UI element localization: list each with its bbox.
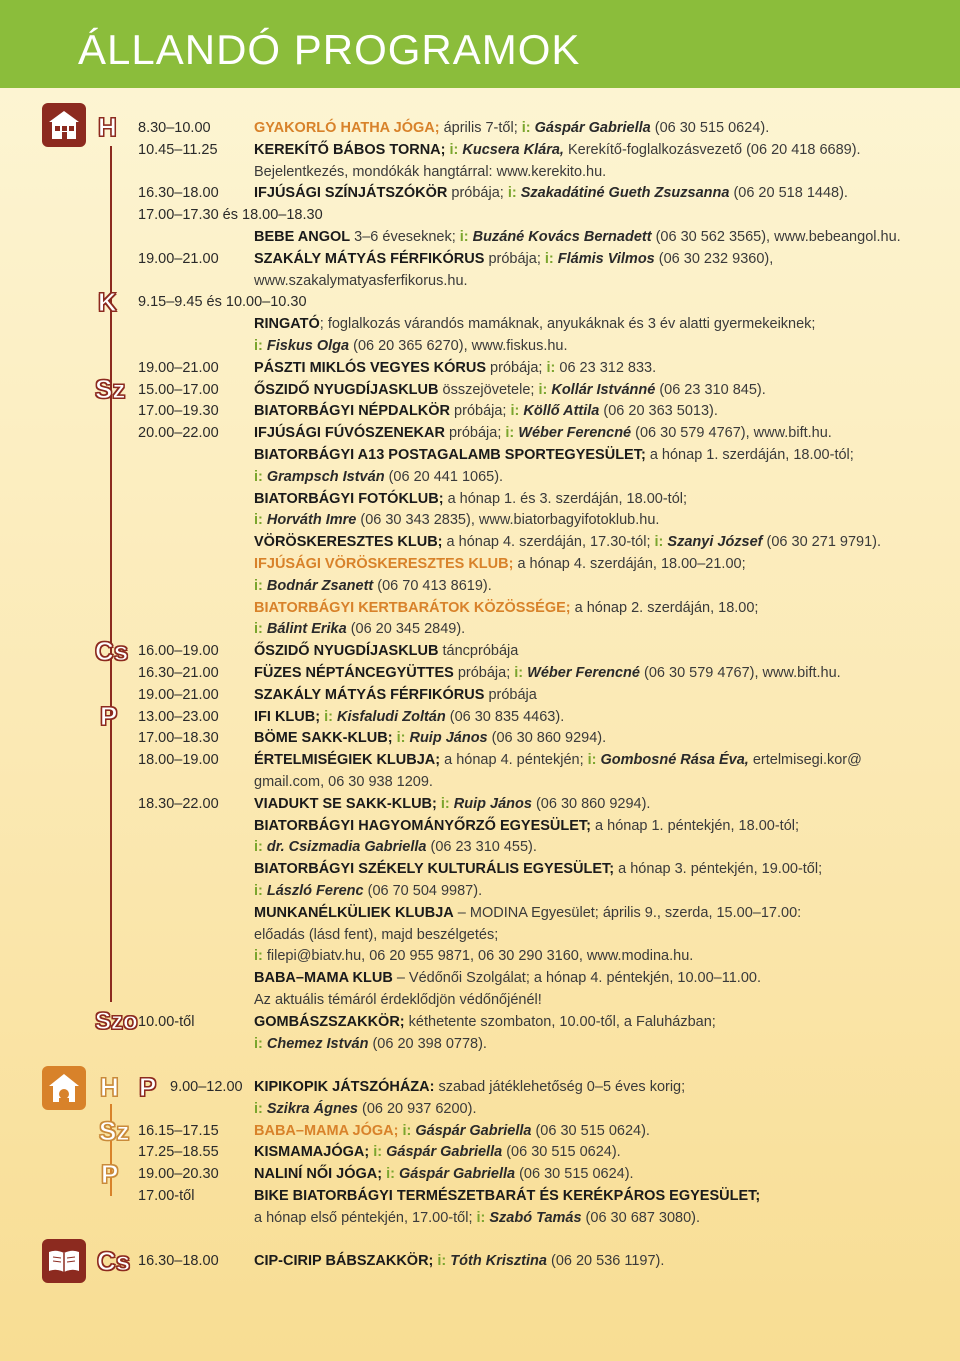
contact-name: Gáspár Gabriella bbox=[534, 120, 651, 136]
program-details: próbája; bbox=[484, 250, 545, 267]
info-icon: i: bbox=[654, 534, 664, 551]
program-title: GOMBÁSZSZAKKÖR; bbox=[254, 1013, 405, 1030]
program-details: kéthetente szombaton, 10.00-től, a Faluházban; bbox=[404, 1013, 716, 1030]
program-details: – MODINA Egyesület; április 9., szerda, 15.00–17.00: bbox=[453, 904, 802, 921]
page-header bbox=[0, 0, 960, 88]
program-entry bbox=[254, 490, 687, 508]
program-entry bbox=[254, 1013, 716, 1031]
program-entry bbox=[254, 163, 606, 181]
info-icon: i: bbox=[505, 425, 515, 442]
program-details: a hónap 3. péntekjén, 19.00-től; bbox=[614, 861, 823, 878]
day-label-saturday: Szo bbox=[95, 1008, 138, 1035]
contact-details: (06 30 271 9791). bbox=[762, 534, 882, 551]
contact-name: Buzáné Kovács Bernadett bbox=[472, 229, 652, 245]
program-entry bbox=[254, 991, 542, 1009]
open-book-icon bbox=[42, 1239, 86, 1283]
section-divider-line bbox=[110, 146, 112, 1002]
program-title: IFI KLUB; bbox=[254, 708, 321, 725]
program-entry bbox=[254, 860, 822, 878]
program-entry bbox=[254, 533, 881, 551]
contact-name: Szikra Ágnes bbox=[266, 1100, 358, 1117]
contact-name: Szakadátiné Gueth Zsuzsanna bbox=[520, 185, 730, 202]
info-icon: i: bbox=[396, 730, 406, 747]
program-title: IFJÚSÁGI SZÍNJÁTSZÓKÖR bbox=[254, 185, 448, 202]
program-entry bbox=[254, 751, 862, 769]
contact-details: (06 30 515 0624). bbox=[515, 1166, 634, 1183]
program-entry bbox=[254, 729, 606, 747]
program-title: SZAKÁLY MÁTYÁS FÉRFIKÓRUS bbox=[254, 250, 485, 267]
program-time: 9.15–9.45 és 10.00–10.30 bbox=[138, 294, 307, 311]
program-title: IFJÚSÁGI VÖRÖSKERESZTES KLUB; bbox=[254, 556, 514, 572]
contact-details: (06 30 579 4767), www.bift.hu. bbox=[639, 665, 841, 681]
contact-details: (06 70 504 9987). bbox=[363, 883, 483, 899]
program-details: próbája; bbox=[450, 403, 511, 420]
program-entry bbox=[254, 1100, 476, 1118]
program-entry bbox=[254, 708, 564, 726]
info-icon: i: bbox=[546, 359, 556, 376]
program-entry bbox=[254, 315, 815, 333]
program-details: szabad játéklehetőség 0–5 éves korig; bbox=[434, 1079, 686, 1095]
program-entry bbox=[254, 947, 693, 965]
contact-details: (06 30 232 9360), bbox=[654, 250, 774, 267]
program-entry bbox=[254, 686, 537, 704]
program-entry bbox=[254, 599, 758, 617]
program-time: 19.00–21.00 bbox=[138, 686, 219, 703]
program-entry bbox=[254, 511, 659, 529]
program-entry bbox=[254, 402, 718, 420]
info-icon: i: bbox=[587, 752, 597, 769]
info-icon: i: bbox=[254, 338, 263, 354]
contact-name: Gáspár Gabriella bbox=[386, 1144, 503, 1161]
contact-name: Chemez István bbox=[266, 1035, 369, 1052]
program-entry bbox=[254, 1165, 634, 1183]
contact-name: Szanyi József bbox=[667, 534, 763, 551]
contact-details: (06 23 310 845). bbox=[655, 381, 766, 398]
program-entry bbox=[254, 773, 433, 791]
program-title: CIP-CIRIP BÁBSZAKKÖR; bbox=[254, 1253, 434, 1269]
program-entry bbox=[254, 795, 650, 813]
program-details: ; foglalkozás várandós mamáknak, anyukáknak és 3 év alatti gyermekeiknek; bbox=[319, 316, 816, 333]
program-time: 16.30–18.00 bbox=[138, 185, 219, 202]
info-icon: i: bbox=[440, 795, 450, 812]
program-entry bbox=[254, 1252, 664, 1270]
program-title: FÜZES NÉPTÁNCEGYÜTTES bbox=[254, 665, 454, 681]
contact-name: Wéber Ferencné bbox=[527, 665, 640, 681]
program-title: ÉRTELMISÉGIEK KLUBJA; bbox=[254, 752, 441, 769]
program-time: 17.00–19.30 bbox=[138, 403, 219, 420]
program-entry bbox=[254, 577, 492, 595]
program-details: gmail.com, 06 30 938 1209. bbox=[254, 774, 433, 790]
program-time: 16.30–18.00 bbox=[138, 1253, 219, 1269]
program-details: www.szakalymatyasferfikorus.hu. bbox=[254, 272, 468, 289]
info-icon: i: bbox=[254, 468, 263, 485]
program-entry bbox=[254, 468, 503, 486]
program-title: ŐSZIDŐ NYUGDÍJASKLUB bbox=[254, 381, 439, 398]
day-label-thursday: Cs bbox=[95, 636, 129, 666]
program-details: a hónap első péntekjén, 17.00-től; bbox=[254, 1209, 477, 1226]
program-time: 16.00–19.00 bbox=[138, 643, 219, 660]
info-icon: i: bbox=[402, 1122, 412, 1139]
info-icon: i: bbox=[254, 577, 263, 594]
day-label-monday: H bbox=[98, 112, 117, 142]
program-details: előadás (lásd fent), majd beszélgetés; bbox=[254, 926, 499, 943]
contact-name: Kucsera Klára, bbox=[462, 141, 564, 158]
program-time: 13.00–23.00 bbox=[138, 708, 219, 725]
program-entry bbox=[254, 1209, 700, 1227]
info-icon: i: bbox=[514, 665, 524, 681]
contact-name: dr. Csizmadia Gabriella bbox=[266, 839, 427, 856]
contact-name: Fiskus Olga bbox=[266, 338, 350, 354]
program-time: 17.00-től bbox=[138, 1188, 195, 1204]
program-title: NALINÍ NŐI JÓGA; bbox=[254, 1166, 383, 1183]
program-title: BIATORBÁGYI KERTBARÁTOK KÖZÖSSÉGE; bbox=[254, 599, 571, 616]
program-details: 3–6 éveseknek; bbox=[350, 229, 460, 245]
program-time: 16.30–21.00 bbox=[138, 665, 219, 681]
program-title: MUNKANÉLKÜLIEK KLUBJA bbox=[254, 904, 454, 921]
program-entry bbox=[254, 904, 801, 922]
contact-details: (06 30 835 4463). bbox=[445, 708, 565, 725]
program-title: BIATORBÁGYI HAGYOMÁNYŐRZŐ EGYESÜLET; bbox=[254, 817, 592, 834]
contact-details: (06 20 518 1448). bbox=[729, 185, 848, 202]
program-entry bbox=[254, 272, 468, 290]
program-details: próbája bbox=[484, 686, 537, 703]
contact-details: (06 23 310 455). bbox=[426, 839, 537, 856]
info-icon: i: bbox=[459, 229, 469, 245]
day-label-tuesday: K bbox=[98, 287, 117, 317]
contact-details: (06 20 937 6200). bbox=[357, 1100, 477, 1117]
contact-details: (06 20 345 2849). bbox=[346, 621, 466, 638]
contact-name: Gombosné Rása Éva, bbox=[600, 752, 749, 769]
contact-name: Gáspár Gabriella bbox=[399, 1166, 516, 1183]
contact-details: (06 30 579 4767), www.bift.hu. bbox=[631, 425, 832, 442]
program-title: BIKE BIATORBÁGYI TERMÉSZETBARÁT ÉS KERÉKPÁROS EGYESÜLET; bbox=[254, 1188, 761, 1204]
program-entry bbox=[254, 838, 537, 856]
contact-details: (06 30 860 9294). bbox=[531, 795, 651, 812]
contact-details: 06 23 312 833. bbox=[559, 359, 657, 376]
info-icon: i: bbox=[476, 1209, 486, 1226]
program-entry bbox=[254, 1122, 650, 1140]
house-icon bbox=[42, 103, 86, 147]
day-label-friday: P bbox=[101, 1159, 119, 1189]
program-details: táncpróbája bbox=[438, 643, 519, 660]
day-label-thursday: Cs bbox=[97, 1246, 131, 1276]
contact-name: László Ferenc bbox=[266, 883, 364, 899]
contact-details: (06 30 515 0624). bbox=[502, 1144, 621, 1161]
contact-details: (06 20 363 5013). bbox=[599, 403, 718, 420]
program-details: a hónap 1. szerdáján, 18.00-tól; bbox=[645, 447, 854, 463]
program-details: próbája; bbox=[453, 665, 515, 681]
contact-name: Wéber Ferencné bbox=[518, 425, 632, 442]
program-entry bbox=[254, 1078, 685, 1096]
program-entry bbox=[254, 1187, 760, 1205]
program-details: a hónap 2. szerdáján, 18.00; bbox=[570, 599, 759, 616]
page-title: ÁLLANDÓ PROGRAMOK bbox=[78, 26, 581, 73]
program-time: 18.00–19.00 bbox=[138, 752, 219, 769]
program-entry bbox=[254, 250, 773, 268]
program-entry bbox=[254, 882, 482, 900]
program-time: 15.00–17.00 bbox=[138, 381, 219, 398]
program-entry bbox=[254, 555, 746, 573]
program-time: 17.00–18.30 bbox=[138, 730, 219, 747]
program-details: a hónap 4. péntekjén; bbox=[440, 752, 588, 769]
program-details: próbája; bbox=[447, 185, 508, 202]
contact-name: Flámis Vilmos bbox=[557, 250, 655, 267]
program-entry bbox=[254, 119, 769, 137]
program-entry bbox=[254, 926, 498, 944]
contact-name: Köllő Attila bbox=[523, 403, 600, 420]
program-details: összejövetele; bbox=[438, 381, 539, 398]
program-entry bbox=[254, 1143, 621, 1161]
day-label-friday: P bbox=[139, 1072, 157, 1102]
info-icon: i: bbox=[373, 1144, 383, 1161]
info-icon: i: bbox=[324, 708, 333, 725]
program-details: Bejelentkezés, mondókák hangtárral: www.kerekito.hu. bbox=[254, 163, 607, 180]
program-details: április 7-től; bbox=[439, 120, 522, 136]
info-icon: i: bbox=[254, 621, 263, 638]
program-title: PÁSZTI MIKLÓS VEGYES KÓRUS bbox=[254, 359, 487, 376]
info-icon: i: bbox=[437, 1253, 447, 1269]
program-entry bbox=[254, 141, 861, 159]
program-title: IFJÚSÁGI FÚVÓSZENEKAR bbox=[254, 425, 445, 442]
info-icon: i: bbox=[254, 839, 263, 856]
program-title: BABA–MAMA KLUB bbox=[254, 970, 393, 987]
program-title: BIATORBÁGYI SZÉKELY KULTURÁLIS EGYESÜLET; bbox=[254, 861, 615, 878]
contact-details: (06 20 365 6270), www.fiskus.hu. bbox=[349, 338, 568, 354]
program-entry bbox=[254, 337, 568, 355]
info-icon: i: bbox=[449, 141, 459, 158]
playground-house-icon bbox=[42, 1066, 86, 1110]
program-title: KEREKÍTŐ BÁBOS TORNA; bbox=[254, 141, 446, 158]
program-details: a hónap 1. péntekjén, 18.00-tól; bbox=[591, 817, 800, 834]
program-details: próbája; bbox=[444, 425, 506, 442]
program-entry bbox=[254, 359, 656, 377]
program-entry bbox=[254, 228, 901, 246]
contact-name: Tóth Krisztina bbox=[450, 1253, 547, 1269]
contact-details: (06 70 413 8619). bbox=[373, 577, 492, 594]
program-details: a hónap 4. szerdáján, 18.00–21.00; bbox=[513, 556, 746, 572]
program-entry bbox=[254, 642, 518, 660]
info-icon: i: bbox=[254, 883, 263, 899]
contact-name: Kisfaludi Zoltán bbox=[336, 708, 446, 725]
day-label-friday: P bbox=[100, 701, 118, 731]
contact-name: Ruip János bbox=[453, 795, 532, 812]
info-icon: i: bbox=[254, 948, 263, 965]
contact-details: (06 30 515 0624). bbox=[650, 120, 770, 136]
contact-name: Gáspár Gabriella bbox=[415, 1122, 532, 1139]
contact-name: Ruip János bbox=[409, 730, 488, 747]
contact-name: Bodnár Zsanett bbox=[266, 577, 374, 594]
info-icon: i: bbox=[254, 512, 263, 529]
program-title: KISMAMAJÓGA; bbox=[254, 1144, 370, 1161]
program-entry bbox=[254, 969, 761, 987]
program-entry bbox=[254, 620, 465, 638]
program-time: 9.00–12.00 bbox=[170, 1079, 243, 1095]
program-entry bbox=[254, 817, 799, 835]
contact-details: (06 20 398 0778). bbox=[368, 1035, 487, 1052]
contact-name: Bálint Erika bbox=[266, 621, 347, 638]
program-time: 18.30–22.00 bbox=[138, 795, 219, 812]
program-details: a hónap 1. és 3. szerdáján, 18.00-tól; bbox=[443, 490, 688, 507]
program-entry bbox=[254, 424, 832, 442]
program-details: próbája; bbox=[486, 359, 547, 376]
info-icon: i: bbox=[510, 403, 520, 420]
contact-details: (06 30 515 0624). bbox=[531, 1122, 650, 1139]
program-entry bbox=[254, 1035, 487, 1053]
program-title: ŐSZIDŐ NYUGDÍJASKLUB bbox=[254, 643, 439, 660]
program-title: KIPIKOPIK JÁTSZÓHÁZA: bbox=[254, 1079, 435, 1095]
program-details: – Védőnői Szolgálat; a hónap 4. péntekjén, 10.00–11.00. bbox=[392, 970, 761, 987]
contact-name: Szabó Tamás bbox=[489, 1209, 582, 1226]
program-details: Az aktuális témáról érdeklődjön védőnőjénél! bbox=[254, 992, 542, 1008]
program-title: BIATORBÁGYI NÉPDALKÖR bbox=[254, 403, 451, 420]
info-icon: i: bbox=[538, 381, 548, 398]
contact-name: Kollár Istvánné bbox=[551, 381, 656, 398]
day-label-monday: H bbox=[100, 1072, 119, 1102]
program-title: RINGATÓ bbox=[254, 316, 320, 333]
program-title: BEBE ANGOL bbox=[254, 229, 351, 245]
program-time: 19.00–20.30 bbox=[138, 1166, 219, 1183]
program-entry bbox=[254, 664, 841, 682]
program-time: 20.00–22.00 bbox=[138, 425, 219, 442]
info-icon: i: bbox=[521, 120, 531, 136]
info-icon: i: bbox=[254, 1100, 263, 1117]
contact-details: (06 30 343 2835), www.biatorbagyifotoklub.hu. bbox=[356, 512, 660, 529]
program-entry bbox=[254, 184, 848, 202]
program-title: VIADUKT SE SAKK-KLUB; bbox=[254, 795, 437, 812]
program-time: 10.45–11.25 bbox=[138, 141, 218, 158]
contact-details: (06 30 687 3080). bbox=[581, 1209, 701, 1226]
program-time: 16.15–17.15 bbox=[138, 1122, 219, 1139]
program-time: 10.00-től bbox=[138, 1013, 195, 1030]
day-label-wednesday: Sz bbox=[99, 1116, 130, 1146]
program-title: BABA–MAMA JÓGA; bbox=[254, 1122, 399, 1139]
program-title: BÖME SAKK-KLUB; bbox=[254, 730, 393, 747]
contact-details: ertelmisegi.kor@ bbox=[748, 752, 862, 769]
day-label-wednesday: Sz bbox=[95, 374, 126, 404]
contact-details: (06 20 536 1197). bbox=[546, 1253, 665, 1269]
contact-details: filepi@biatv.hu, 06 20 955 9871, 06 30 290 3160, www.modina.hu. bbox=[266, 948, 694, 965]
program-title: GYAKORLÓ HATHA JÓGA; bbox=[254, 120, 440, 136]
program-time: 8.30–10.00 bbox=[138, 120, 211, 136]
contact-details: (06 20 441 1065). bbox=[384, 468, 504, 485]
info-icon: i: bbox=[544, 250, 554, 267]
program-details: a hónap 4. szerdáján, 17.30-tól; bbox=[442, 534, 655, 551]
program-title: BIATORBÁGYI FOTÓKLUB; bbox=[254, 490, 444, 507]
info-icon: i: bbox=[386, 1166, 395, 1183]
contact-details: Kerekítő-foglalkozásvezető (06 20 418 6689). bbox=[563, 141, 861, 158]
program-title: BIATORBÁGYI A13 POSTAGALAMB SPORTEGYESÜLET; bbox=[254, 447, 646, 463]
program-entry bbox=[254, 446, 854, 464]
contact-details: (06 30 562 3565), www.bebeangol.hu. bbox=[651, 229, 901, 245]
program-title: VÖRÖSKERESZTES KLUB; bbox=[254, 534, 443, 551]
program-title: SZAKÁLY MÁTYÁS FÉRFIKÓRUS bbox=[254, 686, 485, 703]
contact-details: (06 30 860 9294). bbox=[487, 730, 607, 747]
program-entry bbox=[254, 381, 766, 399]
contact-name: Grampsch István bbox=[266, 468, 385, 485]
program-time: 19.00–21.00 bbox=[138, 359, 219, 376]
info-icon: i: bbox=[507, 185, 517, 202]
contact-name: Horváth Imre bbox=[266, 512, 357, 529]
info-icon: i: bbox=[254, 1035, 263, 1052]
program-time: 17.25–18.55 bbox=[138, 1144, 219, 1161]
program-time: 19.00–21.00 bbox=[138, 250, 219, 267]
program-time: 17.00–17.30 és 18.00–18.30 bbox=[138, 207, 323, 224]
